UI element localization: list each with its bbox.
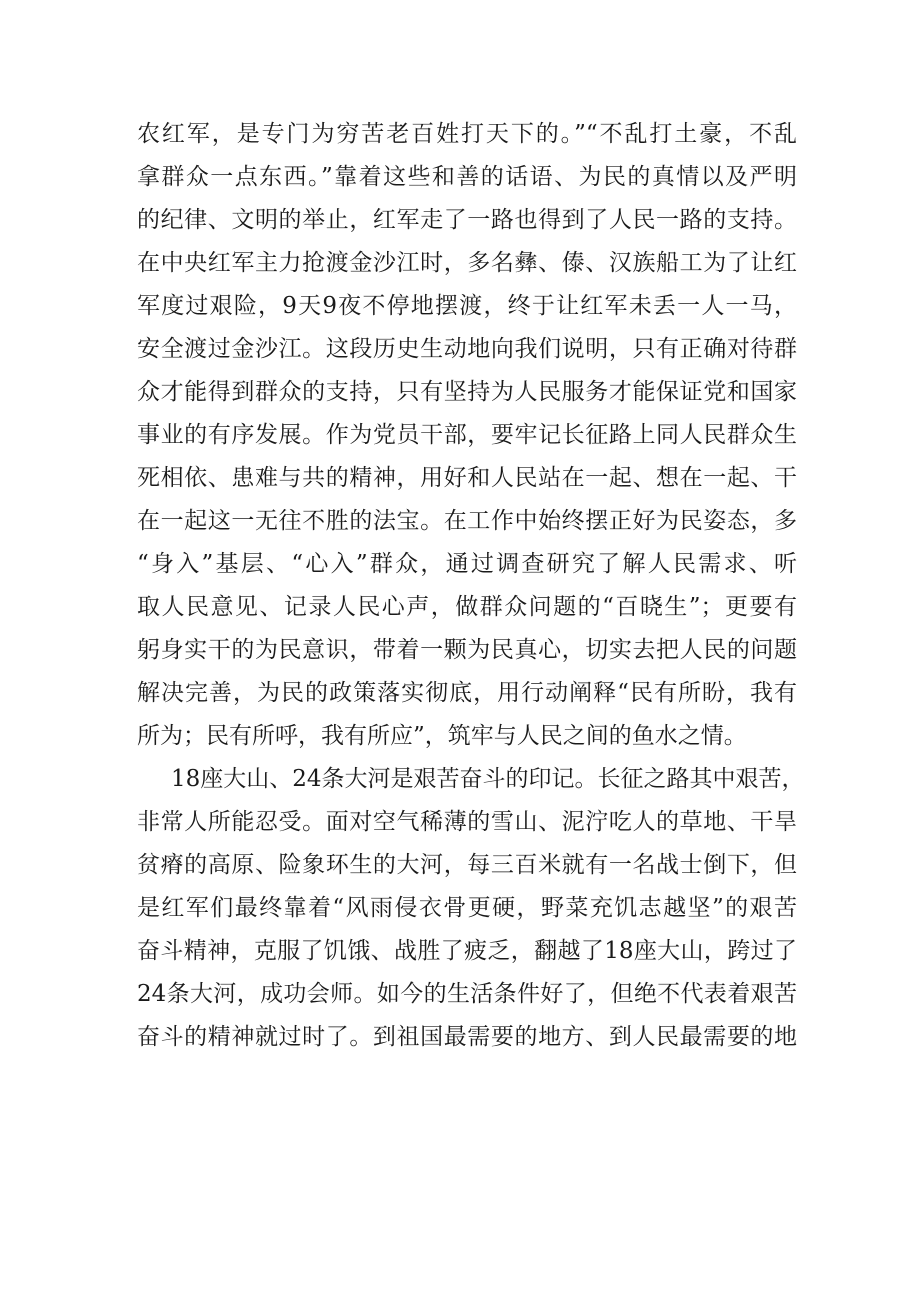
- text-line: 事业的有序发展。作为党员干部，要牢记长征路上同人民群众生: [137, 422, 797, 448]
- text-line: 解决完善，为民的政策落实彻底，用行动阐释“民有所盼，我有: [137, 680, 797, 706]
- text-line: 在中央红军主力抢渡金沙江时，多名彝、傣、汉族船工为了让红: [137, 250, 797, 276]
- text-line: 农红军，是专门为穷苦老百姓打天下的。”“不乱打土豪，不乱: [137, 121, 797, 147]
- text-line: 是红军们最终靠着“风雨侵衣骨更硬，野菜充饥志越坚”的艰苦: [137, 895, 797, 921]
- paragraph-first-line: 18座大山、24条大河是艰苦奋斗的印记。长征之路其中艰苦，: [171, 766, 805, 792]
- text-line: “身入”基层、“心入”群众，通过调查研究了解人民需求、听: [137, 551, 797, 577]
- text-line: 取人民意见、记录人民心声，做群众问题的“百晓生”；更要有: [137, 594, 797, 620]
- text-line: 军度过艰险，9天9夜不停地摆渡，终于让红军未丢一人一马，: [137, 293, 797, 319]
- text-line: 贫瘠的高原、险象环生的大河，每三百米就有一名战士倒下，但: [137, 852, 797, 878]
- text-line: 躬身实干的为民意识，带着一颗为民真心，切实去把人民的问题: [137, 637, 797, 663]
- text-line: 安全渡过金沙江。这段历史生动地向我们说明，只有正确对待群: [137, 336, 797, 362]
- paragraph-end-line: 所为；民有所呼，我有所应”，筑牢与人民之间的鱼水之情。: [137, 723, 747, 749]
- text-line: 非常人所能忍受。面对空气稀薄的雪山、泥泞吃人的草地、干旱: [137, 809, 797, 835]
- text-line: 众才能得到群众的支持，只有坚持为人民服务才能保证党和国家: [137, 379, 797, 405]
- text-line: 死相依、患难与共的精神，用好和人民站在一起、想在一起、干: [137, 465, 797, 491]
- text-line: 拿群众一点东西。”靠着这些和善的话语、为民的真情以及严明: [137, 164, 797, 190]
- body-text: [137, 113, 805, 1059]
- text-line: 的纪律、文明的举止，红军走了一路也得到了人民一路的支持。: [137, 207, 797, 233]
- text-line: 奋斗精神，克服了饥饿、战胜了疲乏，翻越了18座大山，跨过了: [137, 938, 797, 964]
- text-line: 24条大河，成功会师。如今的生活条件好了，但绝不代表着艰苦: [137, 981, 797, 1007]
- text-line: 在一起这一无往不胜的法宝。在工作中始终摆正好为民姿态，多: [137, 508, 797, 534]
- text-line: 奋斗的精神就过时了。到祖国最需要的地方、到人民最需要的地: [137, 1024, 797, 1050]
